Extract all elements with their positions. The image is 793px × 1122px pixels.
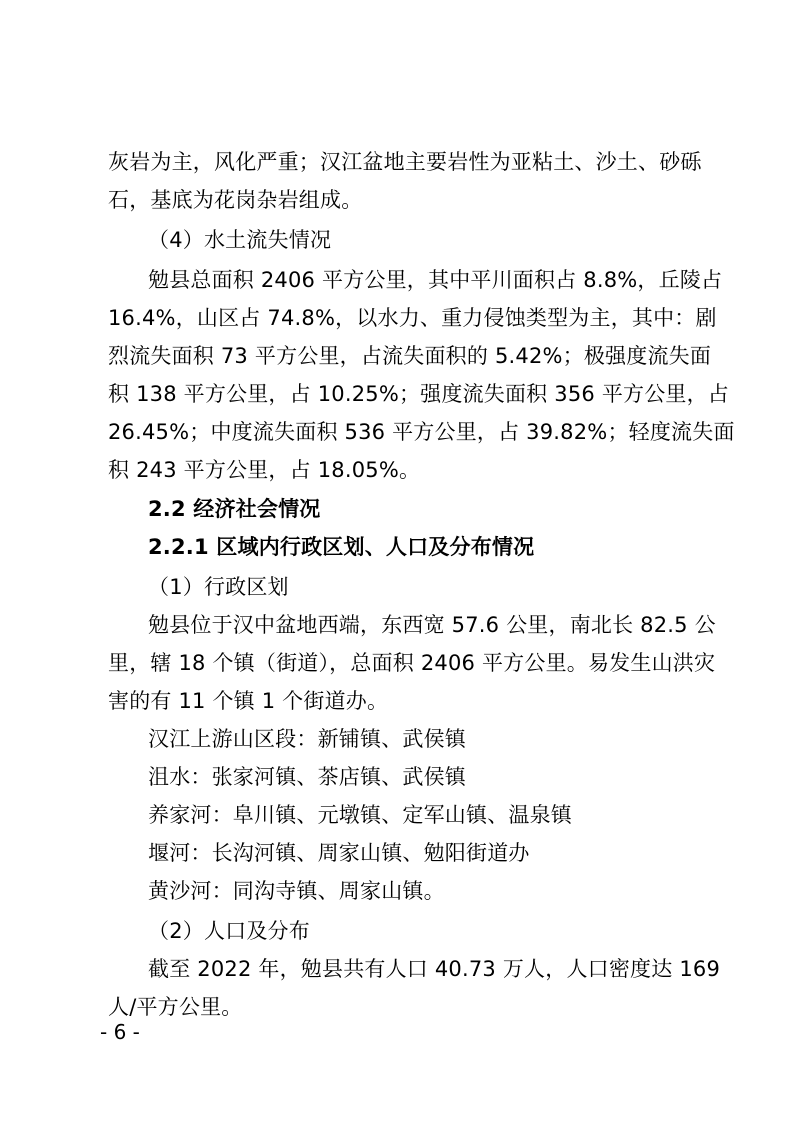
paragraph-line: 积 138 平方公里，占 10.25%；强度流失面积 356 平方公里，占 [108,382,730,406]
paragraph-line: 烈流失面积 73 平方公里，占流失面积的 5.42%；极强度流失面 [108,344,712,368]
paragraph-line: 积 243 平方公里，占 18.05%。 [108,458,421,482]
paragraph-line: 勉县位于汉中盆地西端，东西宽 57.6 公里，南北长 82.5 公 [148,613,716,637]
paragraph-line: 害的有 11 个镇 1 个街道办。 [108,689,389,713]
subsection-1-title: （1）行政区划 [148,575,289,599]
paragraph-line: 26.45%；中度流失面积 536 平方公里，占 39.82%；轻度流失面 [108,420,735,444]
paragraph-line: 人/平方公里。 [108,995,243,1019]
heading-2-2: 2.2 经济社会情况 [148,497,321,521]
paragraph-line: 灰岩为主，风化严重；汉江盆地主要岩性为亚粘土、沙土、砂砾 [108,150,702,174]
paragraph-line: 里，辖 18 个镇（街道），总面积 2406 平方公里。易发生山洪灾 [108,651,716,675]
paragraph-line: 16.4%，山区占 74.8%，以水力、重力侵蚀类型为主，其中：剧 [108,306,717,330]
list-item: 堰河：长沟河镇、周家山镇、勉阳街道办 [148,841,530,865]
list-item: 汉江上游山区段：新铺镇、武侯镇 [148,727,466,751]
paragraph-line: 勉县总面积 2406 平方公里，其中平川面积占 8.8%，丘陵占 [148,268,723,292]
page-number: - 6 - [100,1020,140,1044]
section-4-title: （4）水土流失情况 [148,228,332,252]
heading-2-2-1: 2.2.1 区域内行政区划、人口及分布情况 [148,535,535,559]
paragraph-line: 截至 2022 年，勉县共有人口 40.73 万人，人口密度达 169 [148,957,721,981]
paragraph-line: 石，基底为花岗杂岩组成。 [108,188,363,212]
list-item: 沮水：张家河镇、茶店镇、武侯镇 [148,765,466,789]
list-item: 养家河：阜川镇、元墩镇、定军山镇、温泉镇 [148,803,572,827]
subsection-2-title: （2）人口及分布 [148,919,310,943]
list-item: 黄沙河：同沟寺镇、周家山镇。 [148,879,445,903]
